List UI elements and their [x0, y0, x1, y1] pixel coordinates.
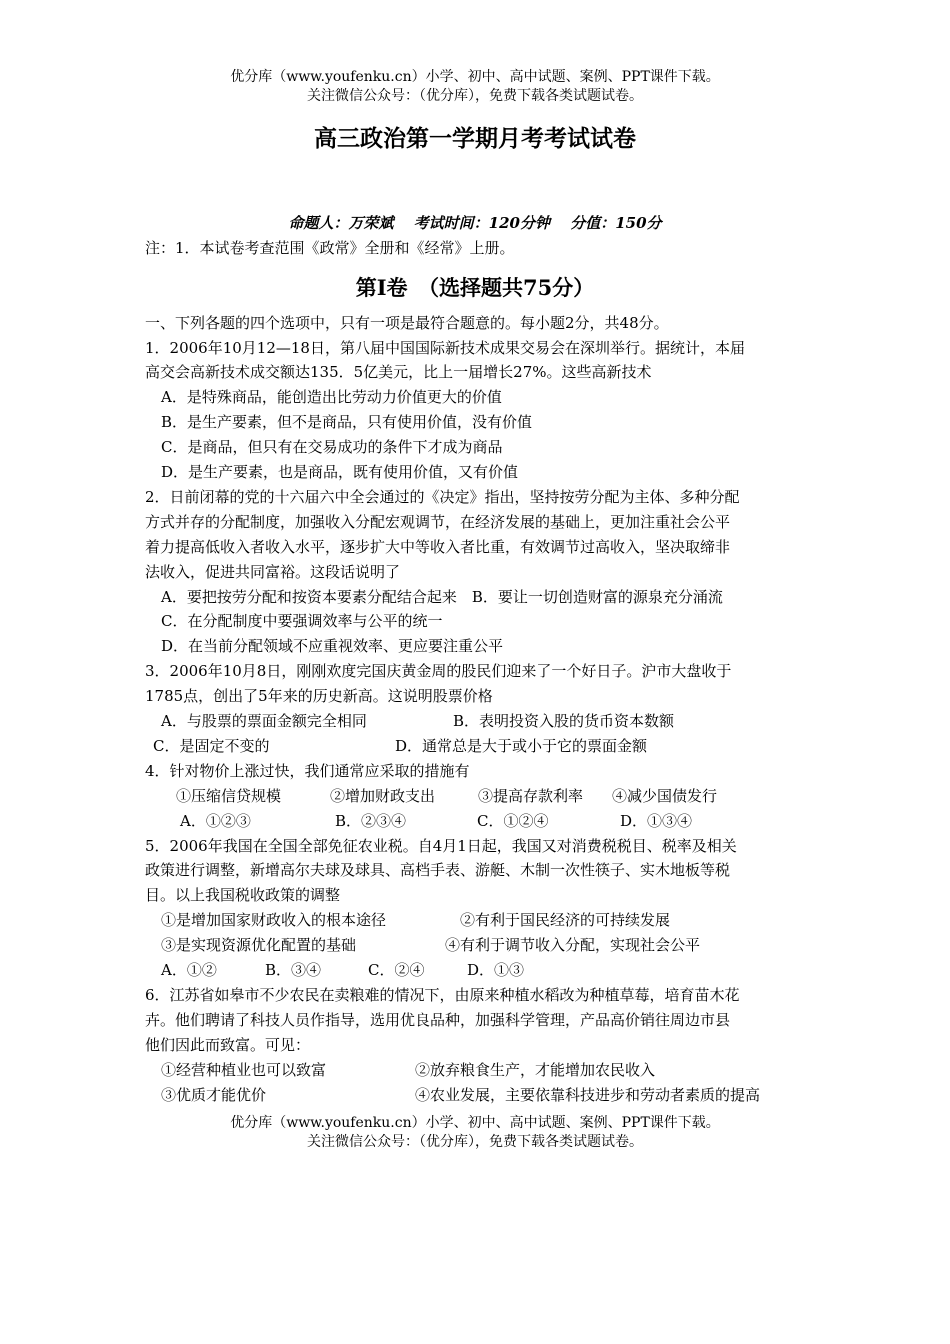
- q6-item-2: ②放弃粮食生产，才能增加农民收入: [415, 1061, 656, 1079]
- q3-option-a: A．与股票的票面金额完全相同: [161, 712, 367, 730]
- q5-option-a: A．①②: [161, 961, 217, 979]
- q4-stem: 4．针对物价上涨过快，我们通常应采取的措施有: [145, 762, 470, 780]
- q6-stem-2: 卉。他们聘请了科技人员作指导，选用优良品种，加强科学管理，产品高价销往周边市县: [145, 1011, 731, 1029]
- q6-stem-3: 他们因此而致富。可见：: [145, 1036, 311, 1054]
- instruction: 一、下列各题的四个选项中，只有一项是最符合题意的。每小题2分，共48分。: [145, 314, 669, 332]
- q4-item-1: ①压缩信贷规模: [176, 787, 282, 805]
- q2-option-c: C．在分配制度中要强调效率与公平的统一: [161, 612, 443, 630]
- q4-option-c: C．①②④: [477, 812, 549, 830]
- q2-option-d: D．在当前分配领域不应重视效率、更应要注重公平: [161, 637, 504, 655]
- q3-option-c: C．是固定不变的: [153, 737, 270, 755]
- q5-item-4: ④有利于调节收入分配，实现社会公平: [445, 936, 701, 954]
- q5-option-c: C．②④: [368, 961, 425, 979]
- q4-item-2: ②增加财政支出: [330, 787, 436, 805]
- q1-option-a: A．是特殊商品，能创造出比劳动力价值更大的价值: [161, 388, 502, 406]
- q5-stem-1: 5．2006年我国在全国全部免征农业税。自4月1日起，我国又对消费税税目、税率及相关: [145, 837, 737, 855]
- q5-stem-3: 目。以上我国税收政策的调整: [145, 886, 341, 904]
- q4-option-d: D．①③④: [620, 812, 693, 830]
- q5-item-1: ①是增加国家财政收入的根本途径: [161, 911, 387, 929]
- q5-item-2: ②有利于国民经济的可持续发展: [460, 911, 671, 929]
- page-title: 高三政治第一学期月考考试试卷: [314, 126, 636, 152]
- footer-line-1: 优分库（www.youfenku.cn）小学、初中、高中试题、案例、PPT课件下载。: [230, 1115, 720, 1131]
- q3-option-b: B．表明投资入股的货币资本数额: [453, 712, 675, 730]
- q6-item-4: ④农业发展，主要依靠科技进步和劳动者素质的提高: [415, 1086, 761, 1104]
- q2-stem-1: 2．日前闭幕的党的十六届六中全会通过的《决定》指出，坚持按劳分配为主体、多种分配: [145, 488, 740, 506]
- q2-option-ab: A．要把按劳分配和按资本要素分配结合起来 B．要让一切创造财富的源泉充分涌流: [161, 588, 723, 606]
- q1-stem-2: 高交会高新技术成交额达135．5亿美元，比上一届增长27%。这些高新技术: [145, 363, 652, 381]
- section-heading: 第Ⅰ卷 （选择题共75分）: [355, 275, 595, 300]
- q1-option-d: D．是生产要素，也是商品，既有使用价值，又有价值: [161, 463, 519, 481]
- q5-stem-2: 政策进行调整，新增高尔夫球及球具、高档手表、游艇、木制一次性筷子、实木地板等税: [145, 861, 731, 879]
- q1-option-c: C．是商品，但只有在交易成功的条件下才成为商品: [161, 438, 503, 456]
- footer-line-2: 关注微信公众号：（优分库），免费下载各类试题试卷。: [307, 1134, 643, 1150]
- q3-option-d: D．通常总是大于或小于它的票面金额: [395, 737, 648, 755]
- q6-item-3: ③优质才能优价: [161, 1086, 267, 1104]
- exam-note: 注：1．本试卷考查范围《政常》全册和《经常》上册。: [145, 239, 515, 257]
- q1-option-b: B．是生产要素，但不是商品，只有使用价值，没有价值: [161, 413, 533, 431]
- q2-stem-3: 着力提高低收入者收入水平，逐步扩大中等收入者比重，有效调节过高收入，坚决取缔非: [145, 538, 731, 556]
- q3-stem-1: 3．2006年10月8日，刚刚欢度完国庆黄金周的股民们迎来了一个好日子。沪市大盘收于: [145, 662, 732, 680]
- q6-stem-1: 6．江苏省如皋市不少农民在卖粮难的情况下，由原来种植水稻改为种植草莓，培育苗木花: [145, 986, 740, 1004]
- q5-option-b: B．③④: [265, 961, 322, 979]
- q2-stem-2: 方式并存的分配制度，加强收入分配宏观调节，在经济发展的基础上，更加注重社会公平: [145, 513, 731, 531]
- q3-stem-2: 1785点，创出了5年来的历史新高。这说明股票价格: [145, 687, 493, 705]
- q1-stem-1: 1．2006年10月12—18日，第八届中国国际新技术成果交易会在深圳举行。据统计，本届: [145, 339, 745, 357]
- exam-meta: 命题人：万荣斌 考试时间：120分钟 分值：150分: [288, 214, 662, 232]
- q4-option-b: B．②③④: [335, 812, 407, 830]
- header-line-2: 关注微信公众号：（优分库），免费下载各类试题试卷。: [307, 88, 643, 104]
- q2-stem-4: 法收入，促进共同富裕。这段话说明了: [145, 563, 401, 581]
- q4-item-4: ④减少国债发行: [612, 787, 718, 805]
- q5-option-d: D．①③: [467, 961, 525, 979]
- q4-item-3: ③提高存款利率: [478, 787, 584, 805]
- q6-item-1: ①经营种植业也可以致富: [161, 1061, 327, 1079]
- header-line-1: 优分库（www.youfenku.cn）小学、初中、高中试题、案例、PPT课件下载。: [230, 69, 720, 85]
- q5-item-3: ③是实现资源优化配置的基础: [161, 936, 357, 954]
- q4-option-a: A．①②③: [180, 812, 251, 830]
